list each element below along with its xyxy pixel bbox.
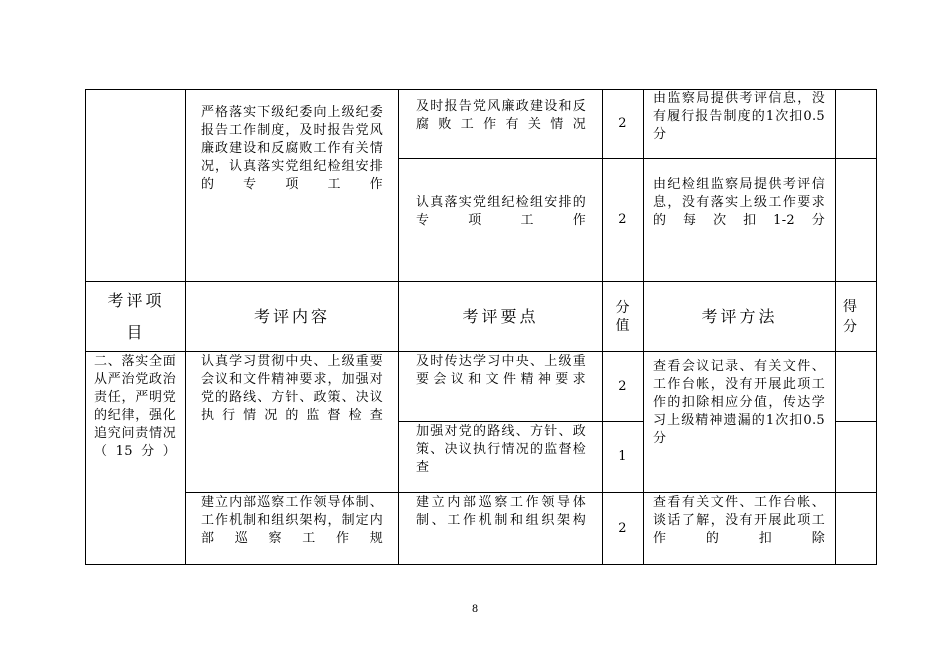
header-item: 考评项目 [107,290,165,342]
section2-item: 二、落实全面从严治党政治责任，严明党的纪律，强化追究问责情况（15分） [94,354,176,459]
section2-point-2: 建立内部巡察工作领导体制、工作机制和组织架构 [416,495,586,528]
header-method: 考评方法 [701,306,778,326]
continuation-content-cell: 严格落实下级纪委向上级纪委报告工作制度，及时报告党风廉政建设和反腐败工作有关情况，认真落实党组纪检组安排的专项工作 [201,105,383,192]
section2-method-2: 查看有关文件、工作台帐、谈话了解，没有开展此项工作的扣除 [653,495,825,546]
continuation-method-2: 由纪检组监察局提供考评信息，没有落实上级工作要求的每次扣1-2分 [653,177,825,228]
header-points: 考评要点 [462,306,539,326]
section2-score-1a: 2 [618,378,627,394]
continuation-score-1: 2 [618,116,627,131]
continuation-method-1: 由监察局提供考评信息，没有履行报告制度的1次扣0.5分 [653,91,825,142]
header-score: 分值 [615,299,631,334]
header-content: 考评内容 [253,306,330,326]
section2-score-1b: 1 [618,449,627,464]
section2-point-1a: 及时传达学习中央、上级重要会议和文件精神要求 [416,354,586,387]
continuation-point-1: 及时报告党风廉政建设和反腐败工作有关情况 [416,99,586,132]
section2-content-1: 认真学习贯彻中央、上级重要会议和文件精神要求，加强对党的路线、方针、政策、决议执行情况的监督检查 [201,354,383,423]
section2-point-1b: 加强对党的路线、方针、政策、决议执行情况的监督检查 [416,424,586,475]
section2-method-1: 查看会议记录、有关文件、工作台帐，没有开展此项工作的扣除相应分值，传达学习上级精神遗漏的1次扣0.5分 [653,359,825,446]
page-number: 8 [471,604,479,615]
section2-score-2: 2 [618,520,627,536]
continuation-score-2: 2 [618,212,627,227]
header-result: 得分 [843,299,858,335]
section2-content-2: 建立内部巡察工作领导体制、工作机制和组织架构，制定内部巡察工作规 [201,495,383,546]
continuation-point-2: 认真落实党组纪检组安排的专项工作 [416,195,586,228]
